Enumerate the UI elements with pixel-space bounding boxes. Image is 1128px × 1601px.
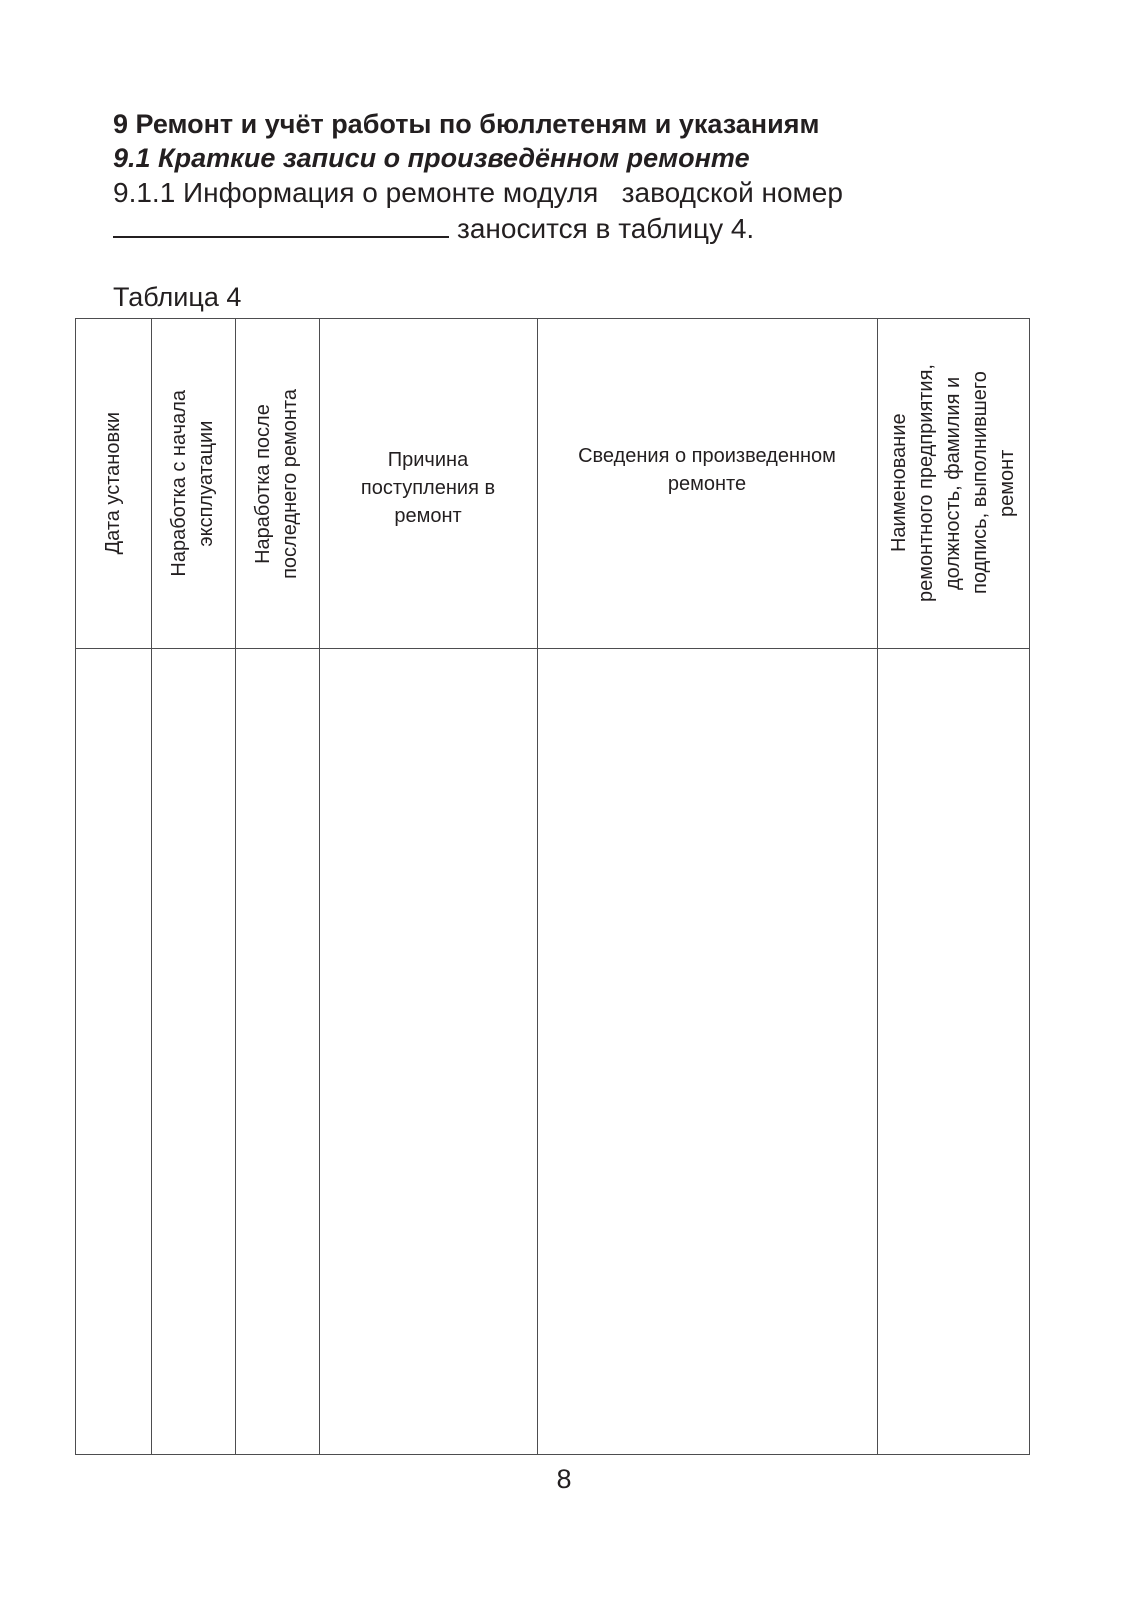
header-label-install-date: Дата установки	[102, 412, 124, 555]
header-label-operating-time-since-repair: Наработка после последнего ремонта	[252, 388, 301, 579]
header-label-operating-time-total: Наработка с начала эксплуатации	[168, 390, 217, 577]
header-cell-operating-time-total	[151, 319, 235, 648]
section-heading: 9 Ремонт и учёт работы по бюллетеням и указаниям	[113, 109, 820, 139]
page-number: 8	[556, 1464, 572, 1494]
info-text-suffix: заносится в таблицу 4.	[457, 213, 755, 244]
info-text-line2	[113, 210, 754, 246]
header-cell-install-date	[76, 319, 151, 648]
table-caption: Таблица 4	[113, 282, 242, 312]
header-label-repair-company: Наименование ремонтного предприятия, должность, фамилия и подпись, выполнившего ремонт	[887, 364, 1018, 603]
header-cell-operating-time-since-repair	[235, 319, 319, 648]
header-label-repair-details: Сведения о произведенном ремонте	[578, 444, 836, 495]
header-divider	[76, 648, 1029, 649]
info-text-line1: 9.1.1 Информация о ремонте модуля заводской номер	[113, 177, 843, 208]
header-cell-repair-details	[537, 319, 877, 648]
header-cell-repair-reason	[319, 319, 537, 648]
header-cell-repair-company	[877, 319, 1029, 648]
header-label-repair-reason: Причина поступления в ремонт	[360, 448, 496, 527]
serial-number-blank[interactable]	[113, 210, 449, 238]
subsection-heading: 9.1 Краткие записи о произведённом ремонте	[113, 143, 750, 173]
repair-record-table	[75, 318, 1030, 1455]
